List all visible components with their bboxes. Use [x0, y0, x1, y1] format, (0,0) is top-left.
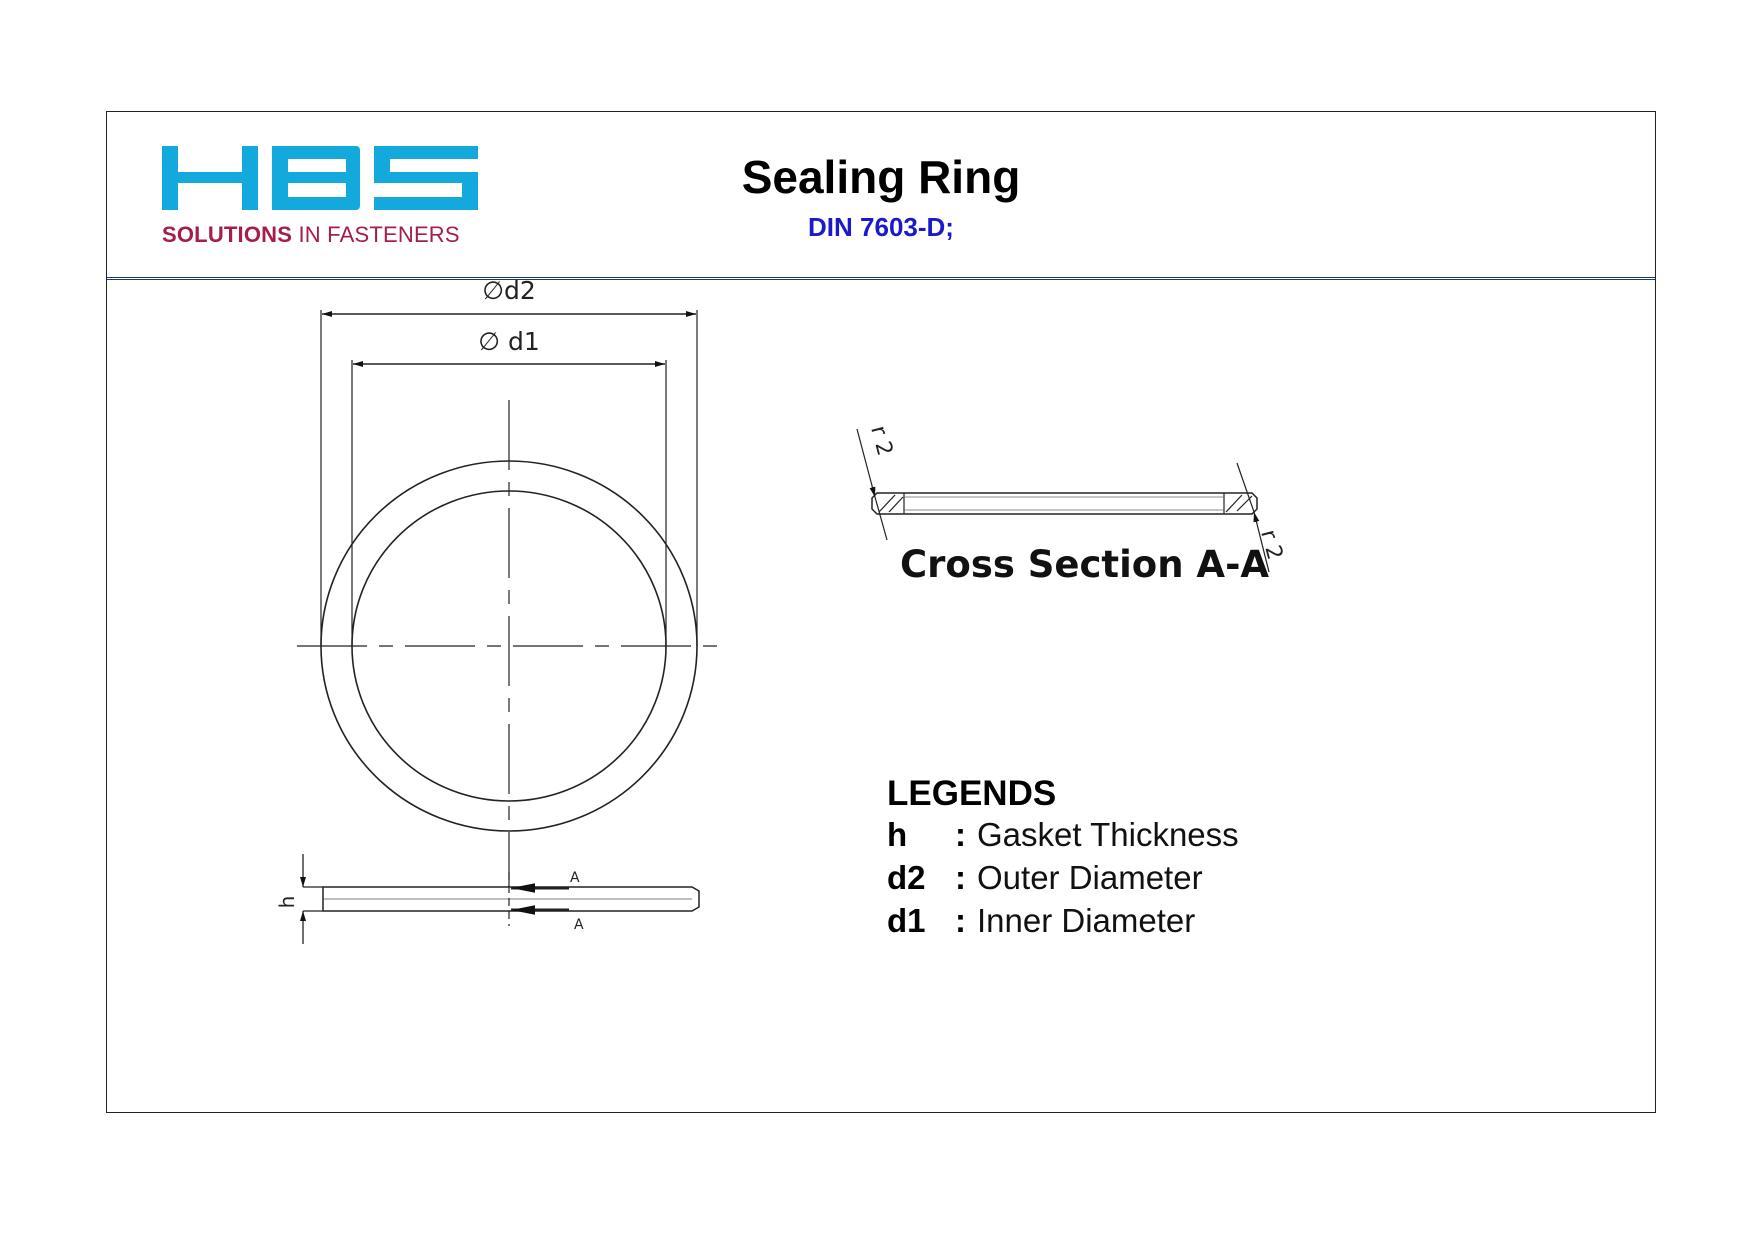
front-view — [297, 310, 724, 887]
legend-colon: : — [955, 859, 966, 896]
radius-label-right: r 2 — [1255, 527, 1288, 563]
cross-section-title: Cross Section A-A — [900, 543, 1270, 586]
thickness-label: h — [275, 895, 299, 909]
legend-item — [887, 902, 1239, 945]
section-mark-bottom: A — [574, 917, 584, 933]
drawing-sheet — [106, 111, 1656, 1113]
legend-item — [887, 859, 1239, 902]
legend-symbol: h — [887, 816, 908, 853]
legend-item — [887, 816, 1239, 859]
drawing-title: Sealing Ring — [741, 151, 1021, 203]
legend — [887, 774, 1239, 945]
d2-dimension-label: ∅d2 — [482, 276, 536, 305]
legend-description: Outer Diameter — [977, 859, 1203, 896]
legend-description: Gasket Thickness — [977, 816, 1239, 853]
cross-section-profile — [872, 493, 1257, 514]
radius-label-left: r 2 — [865, 423, 898, 459]
d1-dimension-label: ∅ d1 — [478, 327, 540, 356]
logo-tagline-rest: IN FASTENERS — [298, 222, 460, 247]
side-view — [303, 854, 699, 944]
legend-colon: : — [955, 816, 966, 853]
standard-code: DIN 7603-D; — [808, 212, 954, 242]
legend-symbol: d1 — [887, 902, 926, 939]
legend-symbol: d2 — [887, 859, 926, 896]
technical-drawing — [107, 112, 1657, 1114]
legend-colon: : — [955, 902, 966, 939]
logo-tagline-bold: SOLUTIONS — [162, 222, 293, 247]
section-mark-top: A — [570, 870, 580, 886]
legend-description: Inner Diameter — [977, 902, 1196, 939]
legend-title: LEGENDS — [887, 774, 1057, 813]
